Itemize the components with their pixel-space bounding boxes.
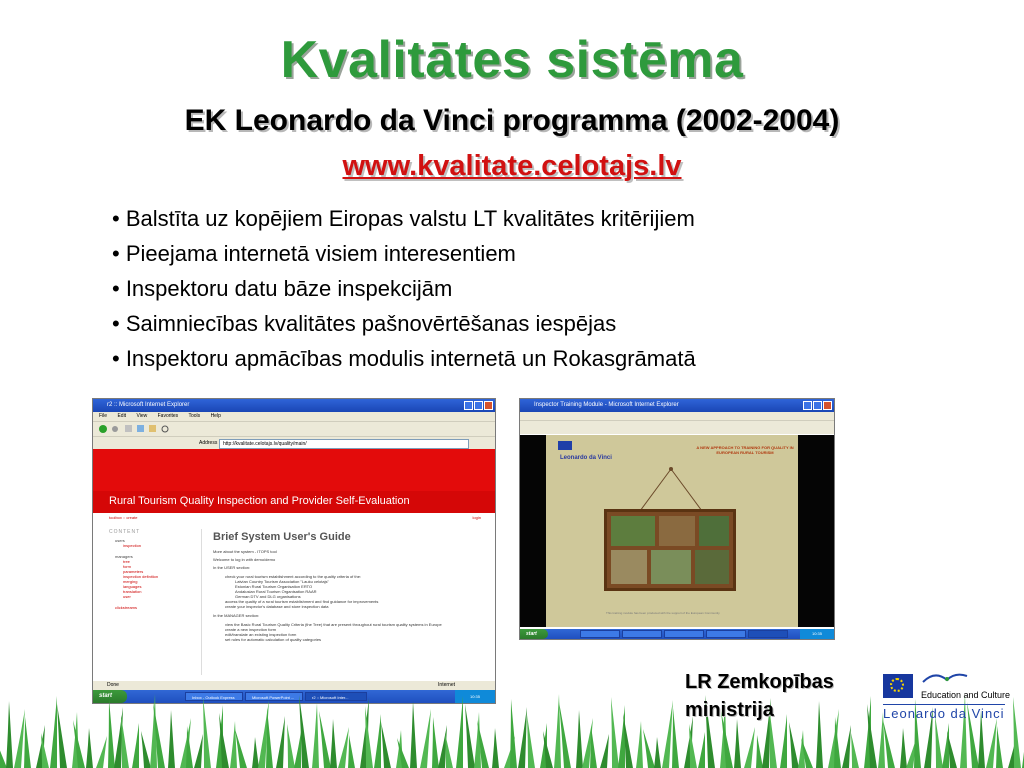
close-icon bbox=[823, 401, 832, 410]
nav-item: clickstreams bbox=[115, 605, 138, 610]
refresh-icon bbox=[137, 425, 144, 432]
start-button: start bbox=[93, 690, 127, 703]
zone-text: Internet bbox=[438, 682, 455, 688]
minimize-icon bbox=[803, 401, 812, 410]
guide-line: Andalusian Rural Tourism Organisation RAAR bbox=[235, 589, 317, 594]
window-title: Inspector Training Module - Microsoft Internet Explorer bbox=[534, 402, 679, 408]
education-culture-icon bbox=[921, 668, 971, 688]
guide-line: check your rural tourism establishment according to the quality criteria of the: bbox=[225, 574, 362, 579]
taskbar-item bbox=[748, 630, 788, 638]
address-input: http://kvalitate.celotajs.lv/quality/main/ bbox=[219, 439, 469, 449]
nav-item: translation bbox=[123, 589, 142, 594]
taskbar-item bbox=[580, 630, 620, 638]
close-icon bbox=[484, 401, 493, 410]
browser-toolbar bbox=[93, 421, 495, 436]
guide-title: Brief System User's Guide bbox=[213, 531, 351, 543]
guide-line: German DTV and DLG organisations bbox=[235, 594, 301, 599]
page-content bbox=[520, 435, 834, 627]
bullet-item: • Pieejama internetā visiem interesentiem bbox=[112, 241, 516, 266]
stop-icon bbox=[125, 425, 132, 432]
guide-line: In the MANAGER section: bbox=[213, 613, 260, 618]
eu-flag-icon bbox=[558, 441, 572, 450]
taskbar bbox=[520, 629, 834, 639]
training-panel bbox=[546, 435, 798, 627]
nav-item: inspection bbox=[123, 543, 142, 548]
menu-item-edit: Edit bbox=[117, 413, 127, 419]
window-titlebar bbox=[520, 399, 834, 412]
website-link[interactable]: www.kvalitate.celotajs.lv bbox=[342, 150, 682, 182]
slide-subtitle: EK Leonardo da Vinci programma (2002-2004) bbox=[184, 104, 840, 137]
menu-bar bbox=[520, 412, 834, 420]
breadcrumb bbox=[93, 513, 495, 525]
nav-item: users bbox=[115, 538, 125, 543]
banner-title: Rural Tourism Quality Inspection and Provider Self-Evaluation bbox=[109, 495, 410, 507]
guide-line: Latvian Country Tourism Association "Lauku celotajs" bbox=[235, 579, 329, 584]
taskbar-item: Inbox - Outlook Express bbox=[185, 692, 243, 701]
nav-item: user bbox=[123, 594, 131, 599]
bullet-item: • Inspektoru apmācības modulis internetā un Rokasgrāmatā bbox=[112, 346, 696, 371]
menu-item-favorites: Favorites bbox=[157, 413, 179, 419]
menu-item-file: File bbox=[99, 413, 108, 419]
guide-line: create your inspector's database and store inspection data bbox=[225, 604, 329, 609]
guide-line: More about the system - ITOPS tool bbox=[213, 549, 277, 554]
breadcrumb-text: toolbox :: create bbox=[109, 515, 138, 520]
nav-item: managers bbox=[115, 554, 133, 559]
browser-screenshot-quality-system bbox=[92, 398, 496, 704]
footer-text: This training module has been produced with the support of the European Community bbox=[606, 611, 720, 615]
page-content bbox=[93, 525, 495, 675]
nav-item: parameters bbox=[123, 569, 144, 574]
logo-text-top: Education and Culture bbox=[921, 690, 1011, 700]
guide-line: Welcome to log in with demo/demo bbox=[213, 557, 276, 562]
logo-text-bottom: Leonardo da Vinci bbox=[883, 706, 1005, 721]
slide-title: Kvalitātes sistēma bbox=[280, 31, 744, 89]
start-button: start bbox=[520, 629, 548, 639]
nav-item: languages bbox=[123, 584, 142, 589]
taskbar-item: Microsoft PowerPoint ... bbox=[245, 692, 303, 701]
browser-screenshot-training-module bbox=[519, 398, 835, 640]
menu-item-tools: Tools bbox=[188, 413, 201, 419]
bullet-item: • Balstīta uz kopējiem Eiropas valstu LT kvalitātes kritērijiem bbox=[112, 206, 695, 231]
content-nav bbox=[109, 529, 199, 610]
taskbar-item bbox=[706, 630, 746, 638]
bullet-item: • Saimniecības kvalitātes pašnovērtēšanas iespējas bbox=[112, 311, 617, 336]
guide-line: set rules for automatic calculation of quality categories bbox=[225, 637, 322, 642]
home-icon bbox=[149, 425, 156, 432]
login-link: login bbox=[472, 515, 481, 520]
photo-frame bbox=[604, 509, 736, 591]
minimize-icon bbox=[464, 401, 473, 410]
nav-heading: CONTENT bbox=[109, 529, 141, 535]
menu-item-help: Help bbox=[210, 413, 221, 419]
address-label: Address bbox=[199, 440, 218, 446]
bullet-list bbox=[112, 204, 696, 379]
nav-item: merging bbox=[123, 579, 138, 584]
bullet-item: • Inspektoru datu bāze inspekcijām bbox=[112, 276, 453, 301]
hanging-string bbox=[636, 465, 706, 513]
taskbar-item bbox=[622, 630, 662, 638]
organization-line: ministrija bbox=[685, 699, 774, 721]
eu-flag-icon bbox=[883, 674, 913, 698]
organization-line: LR Zemkopības bbox=[685, 671, 834, 693]
window-titlebar bbox=[93, 399, 495, 412]
photo-image bbox=[699, 516, 729, 546]
grass-decoration bbox=[0, 688, 1024, 768]
guide-line: edit/translate an existing inspection form bbox=[225, 632, 297, 637]
taskbar-item bbox=[664, 630, 704, 638]
guide-line: Estonian Rural Tourism Organisation ERTO bbox=[235, 584, 313, 589]
guide-panel bbox=[213, 531, 487, 642]
back-icon bbox=[99, 425, 107, 433]
nav-item: tree bbox=[123, 559, 130, 564]
menu-bar bbox=[93, 412, 495, 421]
guide-line: view the Basic Rural Tourism Quality Criteria (the Tree) that are present throughout rural tourism quality systems in Europe bbox=[225, 622, 442, 627]
forward-icon bbox=[112, 426, 118, 432]
menu-item-view: View bbox=[136, 413, 148, 419]
taskbar-item: r2 :: Microsoft Inter... bbox=[305, 692, 367, 701]
ldv-logo-text: Leonardo da Vinci bbox=[560, 455, 612, 461]
guide-line: access the quality of a rural tourism establishment and find guidance for improvements bbox=[225, 599, 379, 604]
photo-image bbox=[611, 550, 647, 584]
clock: 10:35 bbox=[800, 629, 834, 639]
photo-image bbox=[695, 550, 729, 584]
nav-item: inspection definition bbox=[123, 574, 159, 579]
search-icon bbox=[162, 426, 168, 432]
organization-name bbox=[685, 668, 834, 724]
clock: 10:35 bbox=[455, 690, 495, 703]
maximize-icon bbox=[813, 401, 822, 410]
site-banner bbox=[93, 449, 495, 513]
maximize-icon bbox=[474, 401, 483, 410]
guide-line: create a new inspection form bbox=[225, 627, 277, 632]
photo-image bbox=[611, 516, 655, 546]
window-title: r2 :: Microsoft Internet Explorer bbox=[107, 402, 190, 408]
module-heading: A NEW APPROACH TO TRAINING FOR QUALITY IN EUROPEAN RURAL TOURISM bbox=[696, 445, 794, 455]
photo-image bbox=[651, 550, 691, 584]
nav-item: form bbox=[123, 564, 131, 569]
guide-line: In the USER section: bbox=[213, 565, 251, 570]
address-bar bbox=[520, 420, 834, 434]
address-bar bbox=[93, 436, 495, 449]
toolbar-icons bbox=[93, 422, 495, 436]
status-text: Done bbox=[107, 682, 119, 688]
photo-image bbox=[659, 516, 695, 546]
